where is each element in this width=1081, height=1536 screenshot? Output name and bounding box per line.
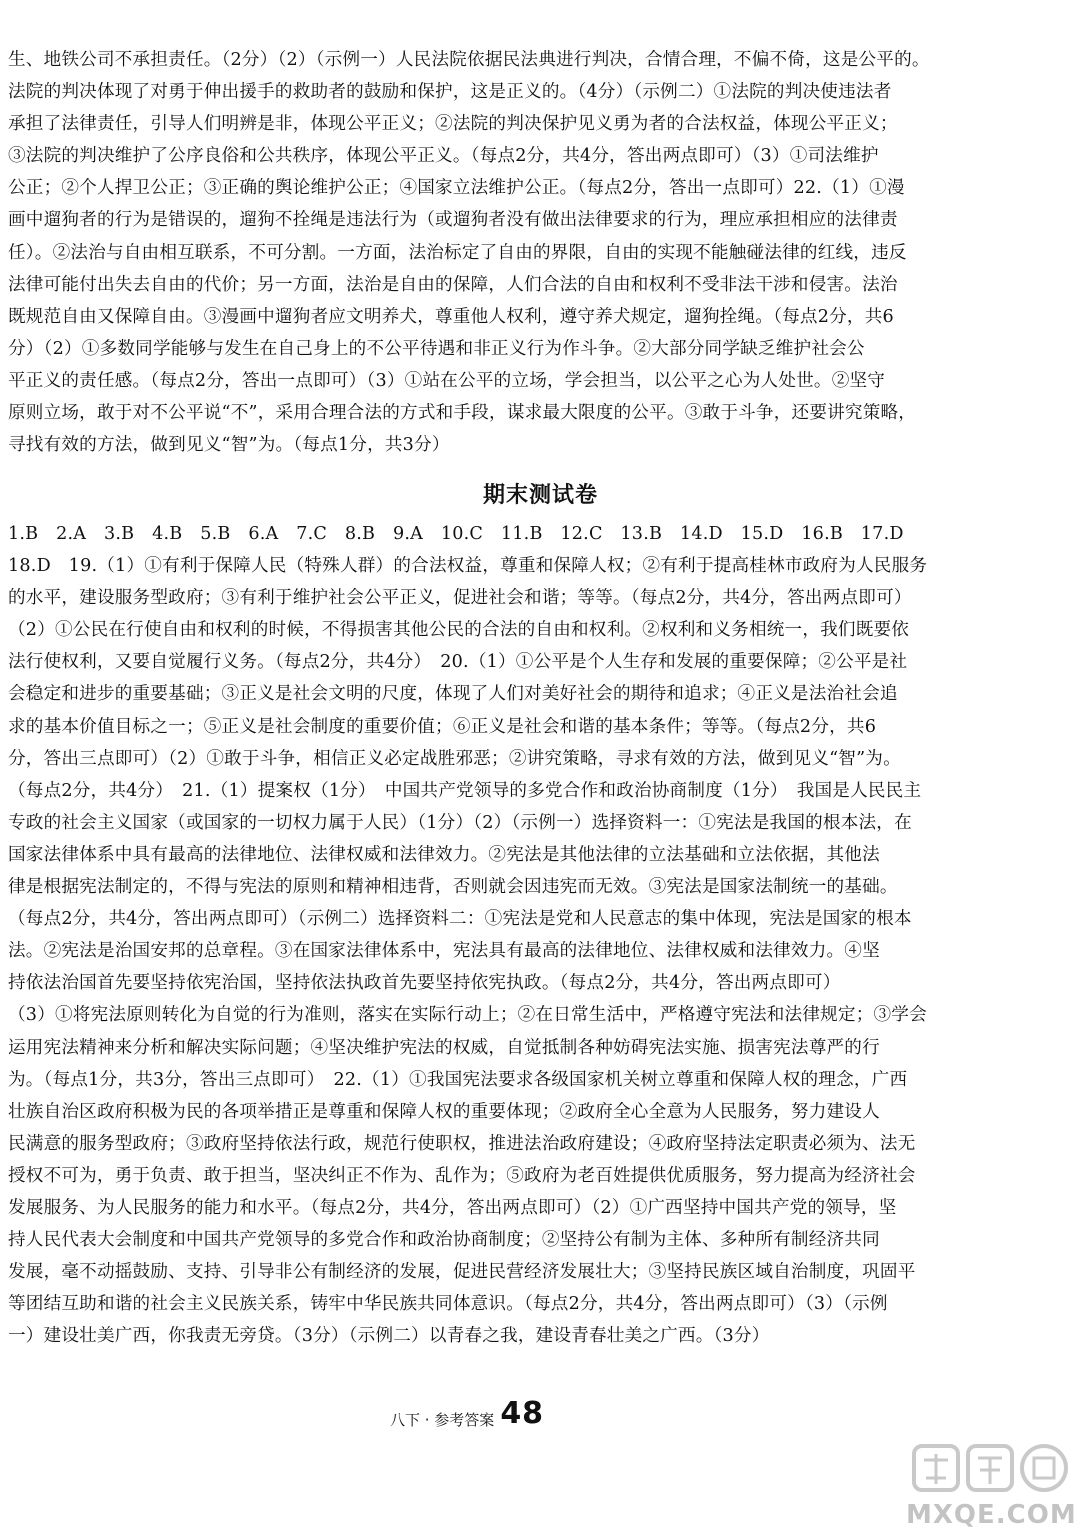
text-line: 一）建设壮美广西，你我责无旁贷。（3分）（示例二）以青春之我，建设青春壮美之广西。（3分）: [8, 1326, 770, 1347]
text-line: 法律可能付出失去自由的代价；另一方面，法治是自由的保障，人们合法的自由和权利不受非法干涉和侵害。法治: [8, 274, 898, 295]
text-line: 原则立场，敢于对不公平说“不”，采用合理合法的方式和手段，谋求最大限度的公平。③敢于斗争，还要讲究策略，: [8, 403, 917, 424]
text-line: 平正义的责任感。（每点2分，答出一点即可）（3）①站在公平的立场，学会担当，以公平之心为人处世。②坚守: [8, 370, 886, 391]
text-line: 生、地铁公司不承担责任。（2分）（2）（示例一）人民法院依据民法典进行判决，合情合理，不偏不倚，这是公平的。: [8, 50, 930, 70]
text-line: 国家法律体系中具有最高的法律地位、法律权威和法律效力。②宪法是其他法律的立法基础和立法依据，其他法: [8, 844, 880, 865]
text-line: 持人民代表大会制度和中国共产党领导的多党合作和政治协商制度；②坚持公有制为主体、多种所有制经济共同: [8, 1230, 880, 1251]
answers-continued-block: [8, 44, 1056, 461]
text-line: 公正；②个人捍卫公正；③正确的舆论维护公正；④国家立法维护公正。（每点2分，答出一点即可）22.（1）①漫: [8, 178, 905, 199]
text-line: 1.B 2.A 3.B 4.B 5.B 6.A 7.C 8.B 9.A 10.C 11.B 12.C 13.B 14.D 15.D 16.B 17.D: [8, 524, 904, 544]
text-line: 运用宪法精神来分析和解决实际问题；④坚决维护宪法的权威，自觉抵制各种妨碍宪法实施、损害宪法尊严的行: [8, 1037, 880, 1058]
text-line: 律是根据宪法制定的，不得与宪法的原则和精神相违背，否则就会因违宪而无效。③宪法是国家法制统一的基础。: [8, 877, 898, 898]
final-exam-answers-block: [8, 518, 1056, 1352]
text-line: 法。②宪法是治国安邦的总章程。③在国家法律体系中，宪法具有最高的法律地位、法律权威和法律效力。④坚: [8, 941, 880, 962]
text-line: 等团结互助和谐的社会主义民族关系，铸牢中华民族共同体意识。（每点2分，共4分，答出两点即可）（3）（示例: [8, 1294, 888, 1315]
text-line: 授权不可为，勇于负责、敢于担当，坚决纠正不作为、乱作为；⑤政府为老百姓提供优质服务，努力提高为经济社会: [8, 1165, 916, 1186]
text-line: 会稳定和进步的重要基础；③正义是社会文明的尺度，体现了人们对美好社会的期待和追求；④正义是法治社会追: [8, 684, 898, 705]
text-line: 法院的判决体现了对勇于伸出援手的救助者的鼓励和保护，这是正义的。（4分）（示例二）①法院的判决使违法者: [8, 82, 892, 103]
text-line: （3）①将宪法原则转化为自觉的行为准则，落实在实际行动上；②在日常生活中，严格遵守宪法和法律规定；③学会: [8, 1005, 927, 1026]
text-line: 任）。②法治与自由相互联系，不可分割。一方面，法治标定了自由的界限，自由的实现不能触碰法律的红线，违反: [8, 242, 907, 263]
section-title: 期末测试卷: [482, 483, 598, 508]
text-line: 为。（每点1分，共3分，答出三点即可） 22.（1）①我国宪法要求各级国家机关树立尊重和保障人权的理念，广西: [8, 1069, 908, 1090]
text-line: （每点2分，共4分） 21.（1）提案权（1分） 中国共产党领导的多党合作和政治协商制度（1分） 我国是人民民主: [8, 780, 922, 801]
page-number: 48: [500, 1396, 545, 1431]
text-line: 的水平，建设服务型政府；③有利于维护社会公平正义，促进社会和谐；等等。（每点2分，共4分，答出两点即可）: [8, 588, 912, 609]
text-line: 分，答出三点即可）（2）①敢于斗争，相信正义必定战胜邪恶；②讲究策略，寻求有效的方法，做到见义“智”为。: [8, 748, 901, 769]
text-line: 既规范自由又保障自由。③漫画中遛狗者应文明养犬，尊重他人权利，遵守养犬规定，遛狗拴绳。（每点2分，共6: [8, 306, 894, 327]
text-line: 民满意的服务型政府；③政府坚持依法行政，规范行使职权，推进法治政府建设；④政府坚持法定职责必须为、法无: [8, 1133, 916, 1154]
text-line: ③法院的判决维护了公序良俗和公共秩序，体现公平正义。（每点2分，共4分，答出两点即可）（3）①司法维护: [8, 146, 879, 167]
watermark-text: MXQE.COM: [906, 1500, 1077, 1530]
text-line: 分）（2）①多数同学能够与发生在自己身上的不公平待遇和非正义行为作斗争。②大部分同学缺乏维护社会公: [8, 338, 865, 359]
text-line: 持依法治国首先要坚持依宪治国，坚持依法执政首先要坚持依宪执政。（每点2分，共4分，答出两点即可）: [8, 973, 841, 994]
text-line: 壮族自治区政府积极为民的各项举措正是尊重和保障人权的重要体现；②政府全心全意为人民服务，努力建设人: [8, 1101, 880, 1122]
text-line: （2）①公民在行使自由和权利的时候，不得损害其他公民的合法的自由和权利。②权利和义务相统一，我们既要依: [8, 620, 910, 641]
text-line: 寻找有效的方法，做到见义“智”为。（每点1分，共3分）: [8, 435, 450, 456]
watermark-logo: [906, 1440, 1076, 1532]
text-line: （每点2分，共4分，答出两点即可）（示例二）选择资料二：①宪法是党和人民意志的集中体现，宪法是国家的根本: [8, 909, 912, 930]
text-line: 承担了法律责任，引导人们明辨是非，体现公平正义；②法院的判决保护见义勇为者的合法权益，体现公平正义；: [8, 114, 898, 135]
text-line: 发展服务、为人民服务的能力和水平。（每点2分，共4分，答出两点即可）（2）①广西坚持中国共产党的领导，坚: [8, 1197, 897, 1218]
text-line: 画中遛狗者的行为是错误的，遛狗不拴绳是违法行为（或遛狗者没有做出法律要求的行为，理应承担相应的法律责: [8, 210, 898, 231]
text-line: 专政的社会主义国家（或国家的一切权力属于人民）（1分）（2）（示例一）选择资料一：①宪法是我国的根本法，在: [8, 812, 912, 833]
text-line: 求的基本价值目标之一；⑤正义是社会制度的重要价值；⑥正义是社会和谐的基本条件；等等。（每点2分，共6: [8, 716, 877, 737]
text-line: 18.D 19.（1）①有利于保障人民（特殊人群）的合法权益，尊重和保障人权；②有利于提高桂林市政府为人民服务: [8, 556, 928, 577]
text-line: 发展，毫不动摇鼓励、支持、引导非公有制经济的发展，促进民营经济发展壮大；③坚持民族区域自治制度，巩固平: [8, 1262, 916, 1283]
text-line: 法行使权利，又要自觉履行义务。（每点2分，共4分） 20.（1）①公平是个人生存和发展的重要保障；②公平是社: [8, 652, 908, 673]
page-footer: [390, 1394, 690, 1430]
footer-label: 八下 · 参考答案: [390, 1411, 495, 1429]
